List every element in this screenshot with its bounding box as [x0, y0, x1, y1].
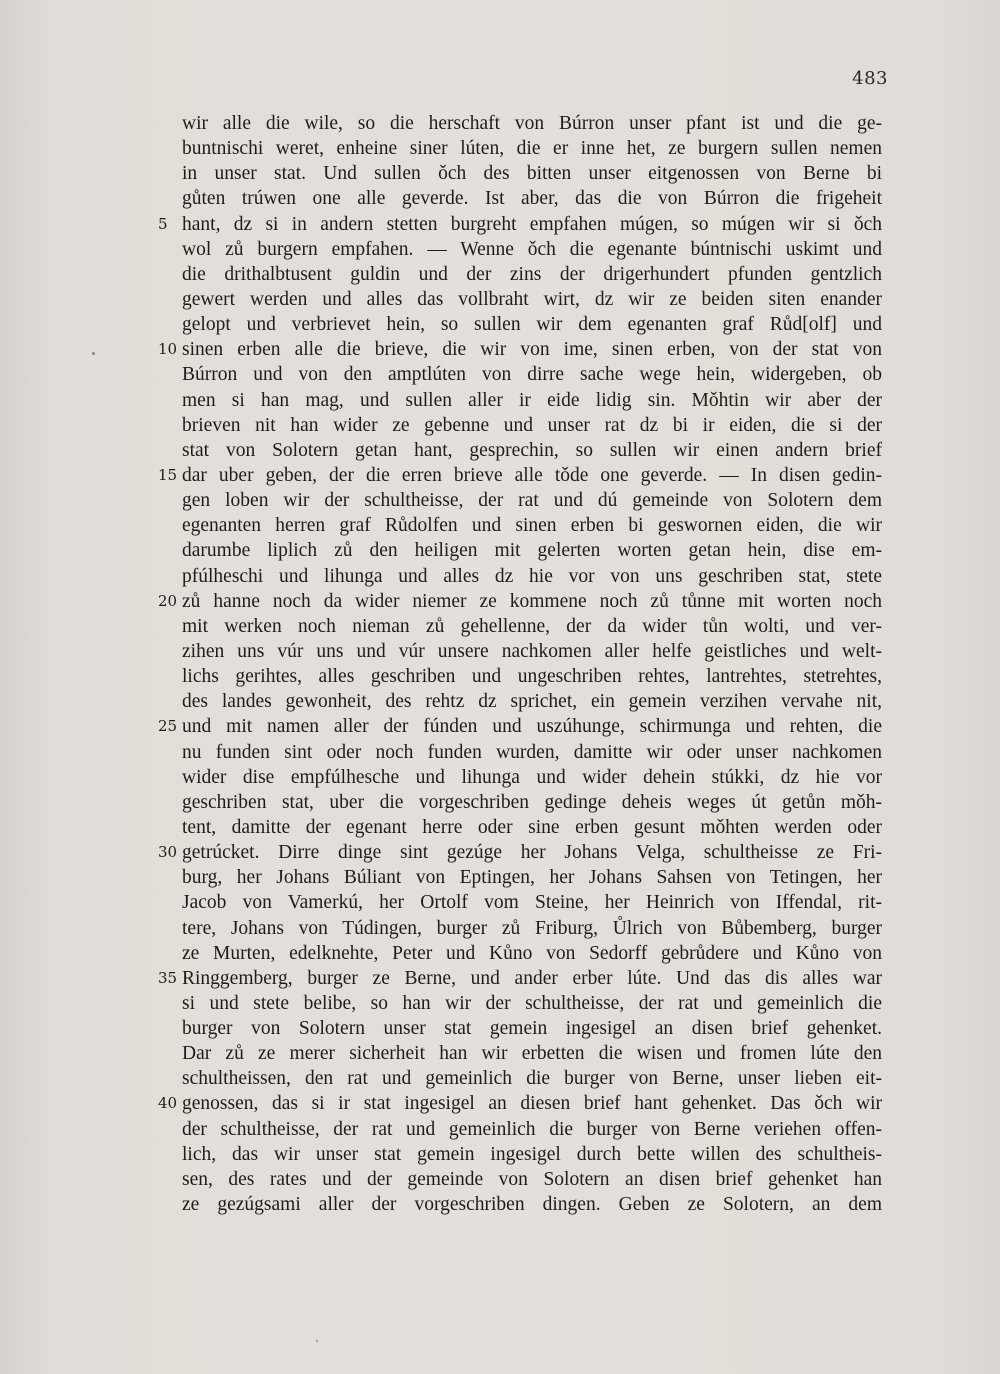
text-line	[182, 488, 882, 513]
line-text: burger von Solotern unser stat gemein ingesigel an disen brief gehenket.	[182, 1018, 882, 1040]
line-number: 40	[158, 1094, 178, 1113]
text-line	[182, 413, 882, 438]
line-text: nu funden sint oder noch funden wurden, damitte wir oder unser nachkomen	[182, 741, 882, 763]
text-line	[182, 1041, 882, 1066]
text-line	[158, 1091, 882, 1116]
line-text: Jacob von Vamerkú, her Ortolf vom Steine, her Heinrich von Iffendal, rit-	[182, 892, 882, 914]
text-line	[182, 991, 882, 1016]
line-text: wider dise empfúlhesche und lihunga und wider dehein stúkki, dz hie vor	[182, 766, 882, 788]
line-text: und mit namen aller der fúnden und uszúhunge, schirmunga und rehten, die	[182, 716, 882, 738]
line-text: der schultheisse, der rat und gemeinlich die burger von Berne veriehen offen-	[182, 1118, 882, 1140]
text-line	[182, 740, 882, 765]
line-text: getrúcket. Dirre dinge sint gezúge her Johans Velga, schultheisse ze Fri-	[182, 842, 882, 864]
text-line	[182, 639, 882, 664]
text-line	[182, 388, 882, 413]
line-text: lichs gerihtes, alles geschriben und ungeschriben rehtes, lantrehtes, stetrehtes,	[182, 666, 882, 688]
text-line	[182, 1192, 882, 1217]
line-text: ze Murten, edelknehte, Peter und Kůno von Sedorff gebrůdere und Kůno von	[182, 942, 882, 964]
text-line	[182, 614, 882, 639]
text-line	[182, 765, 882, 790]
page-speck	[92, 352, 95, 355]
text-line	[158, 840, 882, 865]
body-text	[158, 111, 882, 1217]
line-text: mit werken noch nieman zů gehellenne, der da wider tůn wolti, und ver-	[182, 615, 882, 637]
line-text: lich, das wir unser stat gemein ingesigel durch bette willen des schultheis-	[182, 1143, 882, 1165]
text-line	[182, 186, 882, 211]
text-line	[182, 513, 882, 538]
line-text: gůten trúwen one alle geverde. Ist aber, das die von Búrron die frigeheit	[182, 188, 882, 210]
text-line	[182, 790, 882, 815]
text-line	[182, 1167, 882, 1192]
line-text: stat von Solotern getan hant, gesprechin, so sullen wir einen andern brief	[182, 439, 882, 461]
line-number: 30	[158, 843, 178, 862]
page-speck	[316, 1340, 318, 1342]
line-number: 20	[158, 591, 178, 610]
line-text: egenanten herren graf Růdolfen und sinen erben bi geswornen eiden, die wir	[182, 515, 882, 537]
line-number: 10	[158, 340, 178, 359]
line-text: men si han mag, und sullen aller ir eide lidig sin. Mǒhtin wir aber der	[182, 389, 882, 411]
line-text: si und stete belibe, so han wir der schultheisse, der rat und gemeinlich die	[182, 992, 882, 1014]
line-text: wir alle die wile, so die herschaft von Búrron unser pfant ist und die ge-	[182, 113, 882, 134]
text-line	[182, 865, 882, 890]
text-line	[182, 664, 882, 689]
line-text: geschriben stat, uber die vorgeschriben gedinge deheis weges út getůn mǒh-	[182, 791, 882, 813]
line-text: dar uber geben, der die erren brieve alle tǒde one geverde. — In disen gedin-	[182, 464, 882, 486]
text-line	[158, 463, 882, 488]
line-text: tent, damitte der egenant herre oder sine erben gesunt mǒhten werden oder	[182, 816, 882, 838]
line-text: tere, Johans von Túdingen, burger zů Friburg, Ůlrich von Bůbemberg, burger	[182, 917, 882, 939]
text-line	[182, 1016, 882, 1041]
line-text: schultheissen, den rat und gemeinlich die burger von Berne, unser lieben eit-	[182, 1068, 882, 1090]
line-text: buntnischi weret, enheine siner lúten, die er inne het, ze burgern sullen nemen	[182, 138, 882, 160]
text-line	[182, 564, 882, 589]
text-line	[182, 111, 882, 136]
text-line	[158, 337, 882, 362]
page-number: 483	[852, 68, 888, 89]
text-line	[158, 212, 882, 237]
line-number: 25	[158, 717, 178, 736]
text-line	[182, 815, 882, 840]
line-text: gewert werden und alles das vollbraht wirt, dz wir ze beiden siten enander	[182, 288, 882, 310]
text-line	[182, 1066, 882, 1091]
line-text: zihen uns vúr uns und vúr unsere nachkomen aller helfe geistliches und welt-	[182, 640, 882, 662]
line-text: Dar zů ze merer sicherheit han wir erbetten die wisen und fromen lúte den	[182, 1043, 882, 1065]
line-text: sinen erben alle die brieve, die wir von ime, sinen erben, von der stat von	[182, 339, 882, 361]
line-text: Búrron und von den amptlúten von dirre sache wege hein, widergeben, ob	[182, 364, 882, 386]
line-text: gelopt und verbrievet hein, so sullen wir dem egenanten graf Růd[olf] und	[182, 314, 882, 336]
line-text: des landes gewonheit, des rehtz dz sprichet, ein gemein verzihen vervahe nit,	[182, 691, 882, 713]
text-line	[182, 890, 882, 915]
line-text: die drithalbtusent guldin und der zins der drigerhundert pfunden gentzlich	[182, 263, 882, 285]
line-text: brieven nit han wider ze gebenne und unser rat dz bi ir eiden, die si der	[182, 414, 882, 436]
line-number: 35	[158, 968, 178, 987]
text-line	[182, 161, 882, 186]
text-line	[158, 589, 882, 614]
line-number: 15	[158, 465, 178, 484]
text-line	[182, 262, 882, 287]
text-line	[182, 941, 882, 966]
text-line	[182, 362, 882, 387]
line-text: in unser stat. Und sullen ǒch des bitten unser eitgenossen von Berne bi	[182, 163, 882, 185]
text-line	[182, 287, 882, 312]
text-line	[182, 689, 882, 714]
text-line	[182, 237, 882, 262]
line-text: wol zů burgern empfahen. — Wenne ǒch die egenante búntnischi uskimt und	[182, 238, 882, 260]
line-text: ze gezúgsami aller der vorgeschriben dingen. Geben ze Solotern, an dem	[182, 1194, 882, 1216]
line-text: darumbe liplich zů den heiligen mit gelerten worten getan hein, dise em-	[182, 540, 882, 562]
line-text: burg, her Johans Búliant von Eptingen, her Johans Sahsen von Tetingen, her	[182, 867, 882, 889]
text-line	[182, 1142, 882, 1167]
text-line	[182, 916, 882, 941]
text-line	[158, 966, 882, 991]
line-text: sen, des rates und der gemeinde von Solotern an disen brief gehenket han	[182, 1168, 882, 1190]
line-text: Ringgemberg, burger ze Berne, und ander erber lúte. Und das dis alles war	[182, 967, 882, 989]
text-line	[158, 714, 882, 739]
line-number: 5	[158, 214, 168, 233]
text-line	[182, 538, 882, 563]
line-text: zů hanne noch da wider niemer ze kommene noch zů tůnne mit worten noch	[182, 590, 882, 612]
line-text: pfúlheschi und lihunga und alles dz hie vor von uns geschriben stat, stete	[182, 565, 882, 587]
text-line	[182, 136, 882, 161]
line-text: genossen, das si ir stat ingesigel an diesen brief hant gehenket. Das ǒch wir	[182, 1093, 882, 1115]
line-text: gen loben wir der schultheisse, der rat und dú gemeinde von Solotern dem	[182, 490, 882, 512]
text-line	[182, 312, 882, 337]
text-line	[182, 1117, 882, 1142]
line-text: hant, dz si in andern stetten burgreht empfahen múgen, so múgen wir si ǒch	[182, 213, 882, 235]
text-line	[182, 438, 882, 463]
